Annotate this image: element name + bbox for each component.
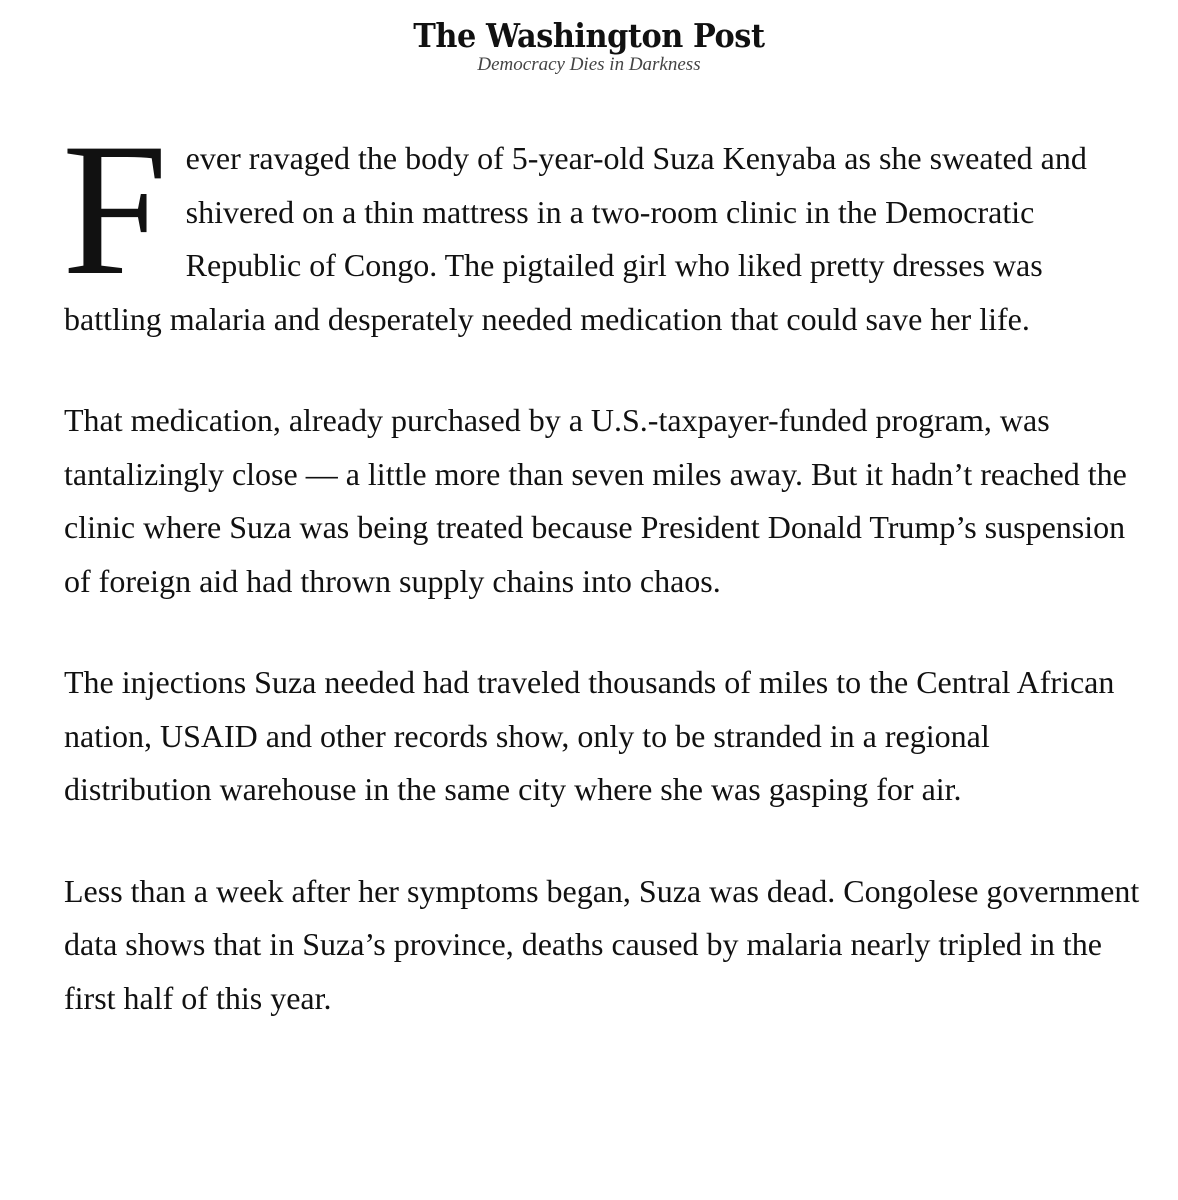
article-body — [62, 105, 1144, 1073]
article-paragraph: That medication, already purchased by a U.S.-taxpayer-funded program, was tantalizingly close — a little more than seven miles away. But it hadn’t reached the clinic where Suza was being treated because President Donald Trump’s suspension of foreign aid had thrown supply chains into chaos. — [64, 402, 1127, 599]
publication-logo[interactable]: The Washington Post — [413, 16, 765, 55]
paragraph-text: ever ravaged the body of 5-year-old Suza Kenyaba as she sweated and shivered on a thin mattress in a two-room clinic in the Democratic Republic of Congo. The pigtailed girl who liked pretty dresses was battling malaria and desperately needed medication that could save her life. — [64, 140, 1087, 337]
tagline: Democracy Dies in Darkness — [477, 54, 701, 75]
masthead — [0, 14, 1178, 76]
article-paragraph: Less than a week after her symptoms began, Suza was dead. Congolese government data shows that in Suza’s province, deaths caused by malaria nearly tripled in the first half of this year. — [64, 872, 1140, 1016]
article-paragraph — [62, 105, 1144, 346]
drop-cap: F — [62, 105, 168, 315]
article-paragraph: The injections Suza needed had traveled thousands of miles to the Central African nation, USAID and other records show, only to be stranded in a regional distribution warehouse in the same city where she was gasping for air. — [64, 664, 1115, 807]
